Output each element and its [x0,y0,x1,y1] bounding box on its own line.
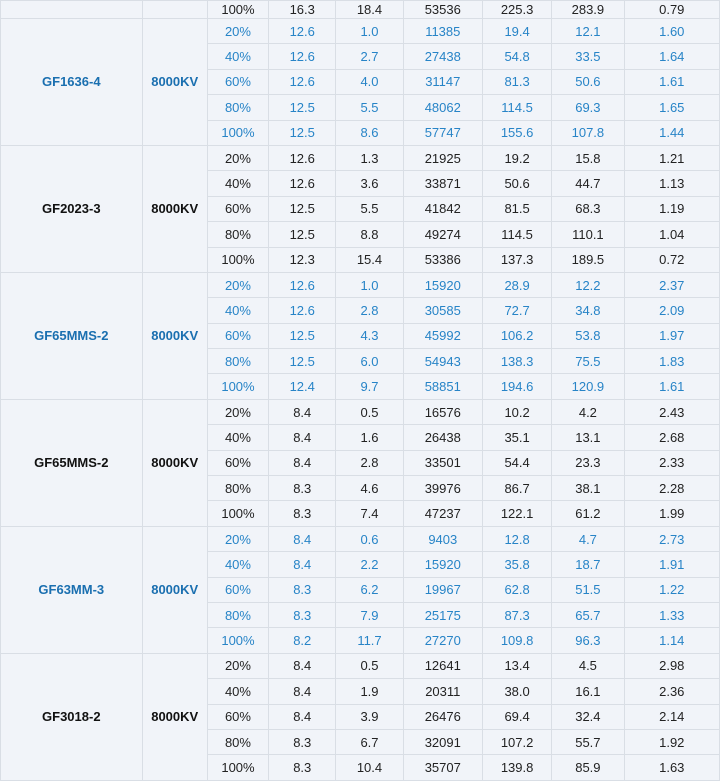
table-cell: 0.79 [624,1,719,19]
table-cell: 26476 [403,704,482,729]
kv-rating-cell: 8000KV [142,526,207,653]
table-cell: 30585 [403,298,482,323]
table-cell: 23.3 [552,450,624,475]
table-cell: 12.6 [269,44,336,69]
table-cell: 8.2 [269,628,336,653]
table-cell: 50.6 [482,171,551,196]
table-cell: 96.3 [552,628,624,653]
table-cell: 33.5 [552,44,624,69]
model-name-cell: GF65MMS-2 [1,399,143,526]
table-cell: 283.9 [552,1,624,19]
table-cell: 20% [207,399,268,424]
table-cell: 1.60 [624,19,719,44]
table-cell: 139.8 [482,755,551,780]
table-cell: 62.8 [482,577,551,602]
table-cell: 155.6 [482,120,551,145]
table-cell: 44.7 [552,171,624,196]
table-cell: 1.3 [336,145,403,170]
table-cell: 4.5 [552,653,624,678]
table-cell: 38.0 [482,679,551,704]
table-cell: 81.5 [482,196,551,221]
table-cell: 6.7 [336,729,403,754]
table-row [1,1,720,19]
table-cell: 68.3 [552,196,624,221]
table-cell: 18.7 [552,552,624,577]
table-cell: 20% [207,272,268,297]
table-cell: 15920 [403,272,482,297]
table-cell: 38.1 [552,476,624,501]
table-cell: 33871 [403,171,482,196]
empty-kv-cell [142,1,207,19]
table-cell: 80% [207,95,268,120]
table-cell: 107.2 [482,729,551,754]
table-cell: 31147 [403,69,482,94]
table-cell: 12.6 [269,69,336,94]
table-cell: 1.14 [624,628,719,653]
model-name-cell: GF1636-4 [1,19,143,146]
table-cell: 15.4 [336,247,403,272]
kv-rating-cell: 8000KV [142,653,207,780]
table-cell: 12.1 [552,19,624,44]
table-cell: 40% [207,552,268,577]
table-cell: 114.5 [482,95,551,120]
table-cell: 12.6 [269,19,336,44]
table-cell: 53536 [403,1,482,19]
table-cell: 12.5 [269,323,336,348]
table-row [1,399,720,424]
table-cell: 15.8 [552,145,624,170]
table-cell: 2.8 [336,450,403,475]
table-cell: 60% [207,69,268,94]
table-cell: 225.3 [482,1,551,19]
table-cell: 1.33 [624,602,719,627]
table-cell: 20% [207,19,268,44]
table-cell: 33501 [403,450,482,475]
table-cell: 8.8 [336,222,403,247]
table-cell: 8.3 [269,501,336,526]
table-cell: 8.4 [269,653,336,678]
table-cell: 2.14 [624,704,719,729]
table-cell: 81.3 [482,69,551,94]
table-cell: 27438 [403,44,482,69]
table-cell: 2.33 [624,450,719,475]
table-cell: 4.2 [552,399,624,424]
table-cell: 49274 [403,222,482,247]
table-cell: 8.3 [269,476,336,501]
table-cell: 194.6 [482,374,551,399]
table-cell: 2.2 [336,552,403,577]
table-cell: 4.0 [336,69,403,94]
table-cell: 6.2 [336,577,403,602]
table-cell: 57747 [403,120,482,145]
table-cell: 0.5 [336,653,403,678]
table-cell: 0.72 [624,247,719,272]
table-cell: 32091 [403,729,482,754]
table-cell: 80% [207,222,268,247]
table-cell: 58851 [403,374,482,399]
table-cell: 1.99 [624,501,719,526]
table-cell: 60% [207,196,268,221]
table-cell: 5.5 [336,196,403,221]
table-cell: 19.4 [482,19,551,44]
table-cell: 75.5 [552,349,624,374]
table-cell: 2.09 [624,298,719,323]
table-cell: 40% [207,44,268,69]
table-cell: 87.3 [482,602,551,627]
table-cell: 8.3 [269,577,336,602]
table-cell: 5.5 [336,95,403,120]
table-cell: 8.6 [336,120,403,145]
table-cell: 16576 [403,399,482,424]
table-cell: 2.43 [624,399,719,424]
table-cell: 72.7 [482,298,551,323]
table-cell: 1.61 [624,374,719,399]
table-cell: 12.4 [269,374,336,399]
table-cell: 20311 [403,679,482,704]
kv-rating-cell: 8000KV [142,19,207,146]
table-cell: 69.4 [482,704,551,729]
table-cell: 4.7 [552,526,624,551]
table-cell: 16.1 [552,679,624,704]
table-cell: 1.61 [624,69,719,94]
table-cell: 1.92 [624,729,719,754]
table-cell: 138.3 [482,349,551,374]
table-cell: 80% [207,602,268,627]
empty-model-cell [1,1,143,19]
table-body [1,1,720,781]
table-cell: 65.7 [552,602,624,627]
table-cell: 2.68 [624,425,719,450]
table-cell: 120.9 [552,374,624,399]
table-cell: 100% [207,247,268,272]
table-cell: 110.1 [552,222,624,247]
table-cell: 100% [207,501,268,526]
table-cell: 55.7 [552,729,624,754]
table-cell: 40% [207,425,268,450]
table-cell: 45992 [403,323,482,348]
table-cell: 12.3 [269,247,336,272]
table-cell: 34.8 [552,298,624,323]
table-cell: 18.4 [336,1,403,19]
table-cell: 12.5 [269,196,336,221]
table-cell: 0.5 [336,399,403,424]
table-cell: 4.6 [336,476,403,501]
table-cell: 13.4 [482,653,551,678]
table-cell: 12.5 [269,222,336,247]
table-cell: 12.2 [552,272,624,297]
table-cell: 8.3 [269,602,336,627]
table-cell: 10.4 [336,755,403,780]
table-cell: 2.37 [624,272,719,297]
table-cell: 8.4 [269,425,336,450]
table-cell: 40% [207,171,268,196]
table-cell: 107.8 [552,120,624,145]
table-cell: 8.4 [269,399,336,424]
table-cell: 53386 [403,247,482,272]
table-cell: 189.5 [552,247,624,272]
table-cell: 85.9 [552,755,624,780]
table-cell: 2.28 [624,476,719,501]
table-cell: 100% [207,755,268,780]
table-cell: 86.7 [482,476,551,501]
table-cell: 2.8 [336,298,403,323]
table-cell: 1.9 [336,679,403,704]
table-cell: 3.6 [336,171,403,196]
table-cell: 11385 [403,19,482,44]
table-cell: 8.4 [269,526,336,551]
table-cell: 8.3 [269,729,336,754]
table-cell: 69.3 [552,95,624,120]
table-cell: 2.7 [336,44,403,69]
table-row [1,272,720,297]
table-cell: 106.2 [482,323,551,348]
table-cell: 21925 [403,145,482,170]
table-cell: 80% [207,729,268,754]
table-cell: 7.9 [336,602,403,627]
table-row [1,653,720,678]
table-cell: 4.3 [336,323,403,348]
table-cell: 54943 [403,349,482,374]
table-cell: 54.4 [482,450,551,475]
table-cell: 9.7 [336,374,403,399]
table-cell: 7.4 [336,501,403,526]
model-name-cell: GF65MMS-2 [1,272,143,399]
model-name-cell: GF3018-2 [1,653,143,780]
table-cell: 11.7 [336,628,403,653]
table-cell: 100% [207,628,268,653]
table-cell: 60% [207,577,268,602]
table-cell: 10.2 [482,399,551,424]
table-cell: 12.8 [482,526,551,551]
table-cell: 50.6 [552,69,624,94]
table-cell: 2.36 [624,679,719,704]
table-cell: 114.5 [482,222,551,247]
table-cell: 20% [207,145,268,170]
table-cell: 9403 [403,526,482,551]
table-cell: 8.4 [269,704,336,729]
table-cell: 20% [207,526,268,551]
table-cell: 12.5 [269,120,336,145]
table-cell: 12.5 [269,349,336,374]
table-cell: 40% [207,298,268,323]
table-cell: 26438 [403,425,482,450]
table-cell: 47237 [403,501,482,526]
table-cell: 109.8 [482,628,551,653]
table-row [1,145,720,170]
table-cell: 13.1 [552,425,624,450]
table-cell: 1.64 [624,44,719,69]
kv-rating-cell: 8000KV [142,399,207,526]
table-cell: 35.8 [482,552,551,577]
table-cell: 8.4 [269,450,336,475]
table-cell: 100% [207,374,268,399]
table-cell: 27270 [403,628,482,653]
table-cell: 51.5 [552,577,624,602]
table-cell: 0.6 [336,526,403,551]
table-cell: 80% [207,349,268,374]
table-cell: 12.6 [269,298,336,323]
table-cell: 100% [207,1,268,19]
table-cell: 61.2 [552,501,624,526]
model-name-cell: GF2023-3 [1,145,143,272]
table-row [1,19,720,44]
table-cell: 1.44 [624,120,719,145]
table-cell: 1.6 [336,425,403,450]
table-cell: 54.8 [482,44,551,69]
table-cell: 53.8 [552,323,624,348]
table-cell: 1.21 [624,145,719,170]
table-cell: 100% [207,120,268,145]
table-cell: 12.6 [269,145,336,170]
table-cell: 2.73 [624,526,719,551]
table-cell: 1.97 [624,323,719,348]
table-cell: 25175 [403,602,482,627]
table-cell: 35.1 [482,425,551,450]
table-cell: 1.63 [624,755,719,780]
table-cell: 1.0 [336,19,403,44]
table-cell: 8.4 [269,552,336,577]
table-cell: 122.1 [482,501,551,526]
table-cell: 1.04 [624,222,719,247]
table-cell: 60% [207,450,268,475]
table-cell: 8.3 [269,755,336,780]
table-cell: 8.4 [269,679,336,704]
table-cell: 16.3 [269,1,336,19]
table-cell: 41842 [403,196,482,221]
table-cell: 2.98 [624,653,719,678]
table-cell: 12.6 [269,171,336,196]
table-cell: 40% [207,679,268,704]
table-cell: 15920 [403,552,482,577]
table-cell: 12.6 [269,272,336,297]
table-cell: 35707 [403,755,482,780]
table-cell: 12.5 [269,95,336,120]
table-cell: 48062 [403,95,482,120]
table-cell: 1.19 [624,196,719,221]
table-cell: 19967 [403,577,482,602]
table-cell: 20% [207,653,268,678]
table-row [1,526,720,551]
table-cell: 60% [207,704,268,729]
table-cell: 28.9 [482,272,551,297]
table-cell: 1.83 [624,349,719,374]
table-cell: 80% [207,476,268,501]
table-cell: 60% [207,323,268,348]
table-cell: 1.65 [624,95,719,120]
table-cell: 1.13 [624,171,719,196]
table-cell: 1.0 [336,272,403,297]
table-cell: 19.2 [482,145,551,170]
table-cell: 3.9 [336,704,403,729]
kv-rating-cell: 8000KV [142,272,207,399]
table-cell: 39976 [403,476,482,501]
table-cell: 1.22 [624,577,719,602]
table-cell: 32.4 [552,704,624,729]
model-name-cell: GF63MM-3 [1,526,143,653]
table-cell: 137.3 [482,247,551,272]
kv-rating-cell: 8000KV [142,145,207,272]
table-cell: 6.0 [336,349,403,374]
table-cell: 1.91 [624,552,719,577]
table-cell: 12641 [403,653,482,678]
